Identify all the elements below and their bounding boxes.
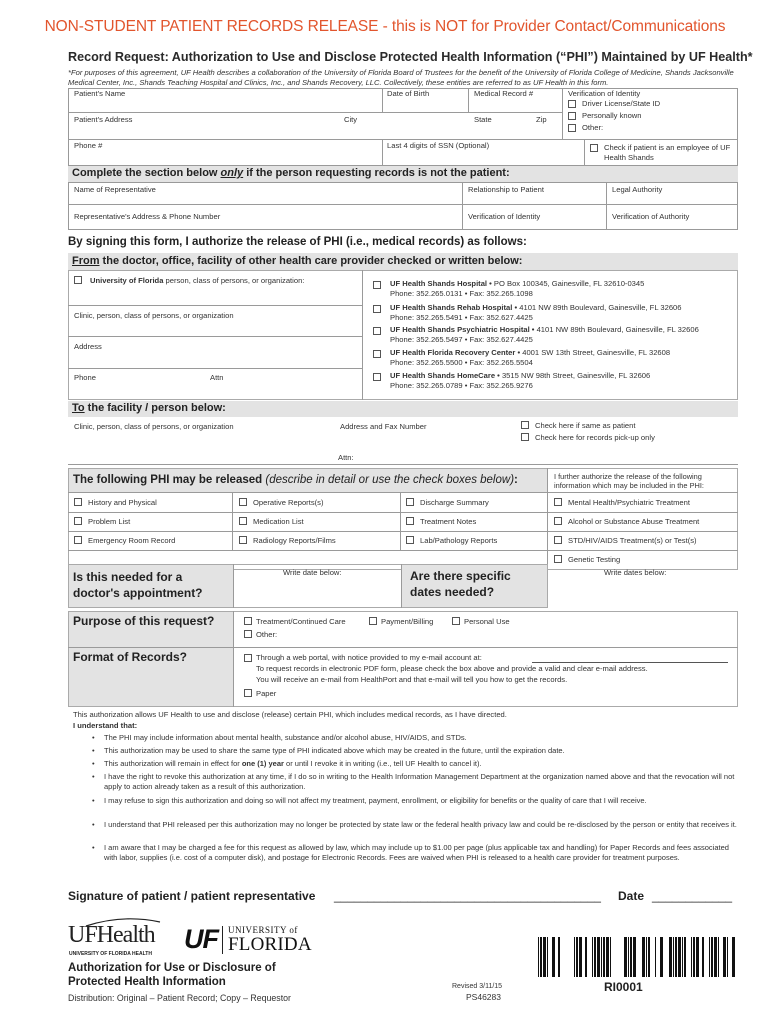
treatment-checkbox[interactable] [244, 617, 252, 625]
revision-date: Revised 3/11/15 [452, 983, 503, 990]
dob-field[interactable]: Date of Birth [387, 89, 430, 98]
date-line[interactable]: ____________ [652, 889, 733, 903]
to-heading: To the facility / person below: [72, 402, 226, 414]
other-purpose-checkbox[interactable] [244, 630, 252, 638]
std-hiv-checkbox[interactable] [554, 536, 562, 544]
genetic-testing-label: Genetic Testing [568, 555, 621, 564]
from-clinic-field[interactable]: Clinic, person, class of persons, or organization [74, 311, 234, 320]
patient-name-field[interactable]: Patient's Name [74, 89, 126, 98]
employee-label: Check if patient is an employee of UF Health Shands [604, 143, 731, 162]
to-attn-field[interactable]: Attn: [338, 453, 354, 462]
facility-rehab-hospital: UF Health Shands Rehab Hospital • 4101 NW 89th Boulevard, Gainesville, FL 32606 Phone: 352.265.5491 • Fax: 352.627.4425 [390, 303, 682, 322]
rep-name-field[interactable]: Name of Representative [74, 185, 156, 194]
driver-license-checkbox[interactable] [568, 100, 576, 108]
radiology-checkbox[interactable] [239, 536, 247, 544]
date-label: Date [618, 889, 645, 903]
medication-list-checkbox[interactable] [239, 517, 247, 525]
facility-psychiatric-hospital: UF Health Shands Psychiatric Hospital • 4101 NW 89th Boulevard, Gainesville, FL 32606 Phone: 352.265.5497 • Fax: 352.627.4425 [390, 325, 699, 344]
uf-person-checkbox[interactable] [74, 276, 82, 284]
web-portal-label: Through a web portal, with notice provided to my e-mail account at: [256, 653, 482, 662]
from-address-field[interactable]: Address [74, 342, 102, 351]
facility-checkbox-shands-hospital[interactable] [373, 281, 381, 289]
pickup-label: Check here for records pick-up only [535, 433, 655, 442]
genetic-testing-checkbox[interactable] [554, 555, 562, 563]
treatment-notes-checkbox[interactable] [406, 517, 414, 525]
er-record-checkbox[interactable] [74, 536, 82, 544]
terms-intro: This authorization allows UF Health to use and disclose (release) certain PHI, which includes medical records, as I have directed. [73, 710, 507, 719]
lab-pathology-label: Lab/Pathology Reports [420, 536, 498, 545]
legal-authority-field[interactable]: Legal Authority [612, 185, 663, 194]
other-purpose-label: Other: [256, 630, 278, 639]
discharge-summary-checkbox[interactable] [406, 498, 414, 506]
term-bullet-5: • I may refuse to sign this authorization and doing so will not affect my treatment, payment, enrollment, or eligibility for benefits or the quality of care that I will receive. [104, 796, 724, 806]
personally-known-checkbox[interactable] [568, 112, 576, 120]
medical-record-field[interactable]: Medical Record # [474, 89, 534, 98]
history-physical-label: History and Physical [88, 498, 157, 507]
er-record-label: Emergency Room Record [88, 536, 176, 545]
mental-health-label: Mental Health/Psychiatric Treatment [568, 498, 690, 507]
pickup-checkbox[interactable] [521, 433, 529, 441]
phone-field[interactable]: Phone # [74, 141, 103, 150]
term-bullet-1: • The PHI may include information about mental health, substance and/or alcohol abuse, HIV/AIDS, and STDs. [104, 733, 734, 743]
paper-label: Paper [256, 689, 277, 698]
signature-line[interactable]: ________________________________________ [334, 889, 601, 903]
personal-use-checkbox[interactable] [452, 617, 460, 625]
from-heading: From the doctor, office, facility of other health care provider checked or written below: [72, 255, 523, 267]
other-id-label: Other: [582, 123, 604, 132]
appointment-date-field[interactable]: Write date below: [283, 568, 342, 577]
std-hiv-label: STD/HIV/AIDS Treatment(s) or Test(s) [568, 536, 697, 545]
facility-checkbox-recovery[interactable] [373, 350, 381, 358]
employee-checkbox[interactable] [590, 144, 598, 152]
facility-shands-hospital: UF Health Shands Hospital • PO Box 100345, Gainesville, FL 32610-0345 Phone: 352.265.0131 • Fax: 352.265.1098 [390, 279, 645, 298]
mental-health-checkbox[interactable] [554, 498, 562, 506]
form-footer-title: Authorization for Use or Disclosure of Protected Health Information [68, 962, 276, 988]
terms-understand: I understand that: [73, 721, 138, 730]
lab-pathology-checkbox[interactable] [406, 536, 414, 544]
facility-homecare: UF Health Shands HomeCare • 3515 NW 98th Street, Gainesville, FL 32606 Phone: 352.265.0789 • Fax: 352.265.9276 [390, 371, 651, 390]
substance-abuse-label: Alcohol or Substance Abuse Treatment [568, 517, 700, 526]
signature-label: Signature of patient / patient representative [68, 889, 316, 903]
phi-heading: The following PHI may be released (describe in detail or use the check boxes below): [73, 474, 518, 486]
problem-list-label: Problem List [88, 517, 131, 526]
term-bullet-7: • I am aware that I may be charged a fee for this request as allowed by law, which may include up to $1.00 per page (plus applicable tax and handling) for Paper Records and fees associated with labor, supplies (i.e. cost of a computer disk), and postage for Electronic Records. Fees are waived when PHI is released to a health care provider for treatment purposes. [104, 843, 738, 863]
discharge-summary-label: Discharge Summary [420, 498, 489, 507]
rep-authority-field[interactable]: Verification of Authority [612, 212, 690, 221]
facility-checkbox-rehab[interactable] [373, 305, 381, 313]
specific-dates-field[interactable]: Write dates below: [604, 568, 667, 577]
payment-checkbox[interactable] [369, 617, 377, 625]
specific-dates-question: Are there specific dates needed? [410, 569, 511, 599]
verification-label: Verification of Identity [568, 89, 641, 98]
purpose-label: Purpose of this request? [73, 614, 215, 628]
uf-florida-logo: UF UNIVERSITY of FLORIDA [184, 924, 312, 955]
personally-known-label: Personally known [582, 111, 642, 120]
facility-checkbox-homecare[interactable] [373, 373, 381, 381]
city-field[interactable]: City [344, 115, 358, 124]
state-field[interactable]: State [474, 115, 492, 124]
rep-address-field[interactable]: Representative's Address & Phone Number [74, 212, 221, 221]
other-id-checkbox[interactable] [568, 124, 576, 132]
driver-license-label: Driver License/State ID [582, 99, 661, 108]
operative-reports-checkbox[interactable] [239, 498, 247, 506]
treatment-label: Treatment/Continued Care [256, 617, 346, 626]
rep-verification-field[interactable]: Verification of Identity [468, 212, 541, 221]
term-bullet-3: • This authorization will remain in effect for one (1) year or until I revoke it in writing (i.e., tell UF Health to cancel it). [104, 759, 734, 769]
rep-section-heading: Complete the section below only if the person requesting records is not the patient: [72, 167, 510, 179]
barcode [534, 937, 736, 977]
form-top-title: NON-STUDENT PATIENT RECORDS RELEASE - this is NOT for Provider Contact/Communications [44, 18, 726, 35]
web-note-2: You will receive an e-mail from HealthPort and that e-mail will tell you how to get the records. [256, 675, 568, 684]
personal-use-label: Personal Use [464, 617, 510, 626]
facility-recovery-center: UF Health Florida Recovery Center • 4001 SW 13th Street, Gainesville, FL 32608 Phone: 352.265.5500 • Fax: 352.265.5504 [390, 348, 671, 367]
term-bullet-2: • This authorization may be used to share the same type of PHI indicated above which may be created in the future, until the expiration date. [104, 746, 734, 756]
further-authorize-note: I further authorize the release of the following information which may be included in the PHI: [554, 472, 704, 490]
medication-list-label: Medication List [253, 517, 304, 526]
same-as-patient-label: Check here if same as patient [535, 421, 636, 430]
paper-checkbox[interactable] [244, 689, 252, 697]
ssn-field[interactable]: Last 4 digits of SSN (Optional) [387, 141, 490, 150]
patient-address-field[interactable]: Patient's Address [74, 115, 133, 124]
relationship-field[interactable]: Relationship to Patient [468, 185, 544, 194]
payment-label: Payment/Billing [381, 617, 434, 626]
from-attn-field[interactable]: Attn [210, 373, 224, 382]
same-as-patient-checkbox[interactable] [521, 421, 529, 429]
history-physical-checkbox[interactable] [74, 498, 82, 506]
format-label: Format of Records? [73, 650, 188, 664]
facility-checkbox-psychiatric[interactable] [373, 327, 381, 335]
term-bullet-6: • I understand that PHI released per this authorization may no longer be protected by state law or the federal health privacy law and could be re-disclosed by the person or entity that receives it. [104, 820, 738, 830]
from-phone-field[interactable]: Phone [74, 373, 96, 382]
uf-person-label: University of Florida person, class of persons, or organization: [90, 276, 305, 285]
zip-field[interactable]: Zip [536, 115, 547, 124]
to-address-field[interactable]: Address and Fax Number [340, 422, 427, 431]
operative-reports-label: Operative Reports(s) [253, 498, 324, 507]
form-code: PS46283 [466, 992, 501, 1002]
distribution-note: Distribution: Original – Patient Record; Copy – Requestor [68, 993, 291, 1003]
form-footnote: *For purposes of this agreement, UF Health describes a collaboration of the University of Florida Board of Trustees for the benefit of the University of Florida College of Medicine, Shands Jacksonville Medical Center, Inc., Shands Teaching Hospital and Clinics, Inc., and Shands Recovery, LLC. Collectively, these entities are referred to as UF Health in this form. [68, 68, 734, 87]
treatment-notes-label: Treatment Notes [420, 517, 477, 526]
form-main-title: Record Request: Authorization to Use and Disclose Protected Health Information (“PHI”) Maintained by UF Health* [68, 50, 753, 64]
web-portal-checkbox[interactable] [244, 654, 252, 662]
web-note-1: To request records in electronic PDF form, please check the box above and provide a valid and clear e-mail address. [256, 664, 648, 673]
to-clinic-field[interactable]: Clinic, person, class of persons, or organization [74, 422, 234, 431]
problem-list-checkbox[interactable] [74, 517, 82, 525]
appointment-question: Is this needed for a doctor's appointment? [73, 570, 203, 600]
form-id: RI0001 [604, 980, 643, 994]
authorize-heading: By signing this form, I authorize the release of PHI (i.e., medical records) as follows: [68, 236, 527, 248]
term-bullet-4: • I have the right to revoke this authorization at any time, if I do so in writing to the Health Information Management Department at the organization named above and that the revocation will not apply to action already taken as a result of this authorization. [104, 772, 738, 792]
substance-abuse-checkbox[interactable] [554, 517, 562, 525]
ufhealth-logo: UFHealth UNIVERSITY OF FLORIDA HEALTH [68, 918, 173, 960]
email-field[interactable] [532, 662, 728, 663]
radiology-label: Radiology Reports/Films [253, 536, 336, 545]
